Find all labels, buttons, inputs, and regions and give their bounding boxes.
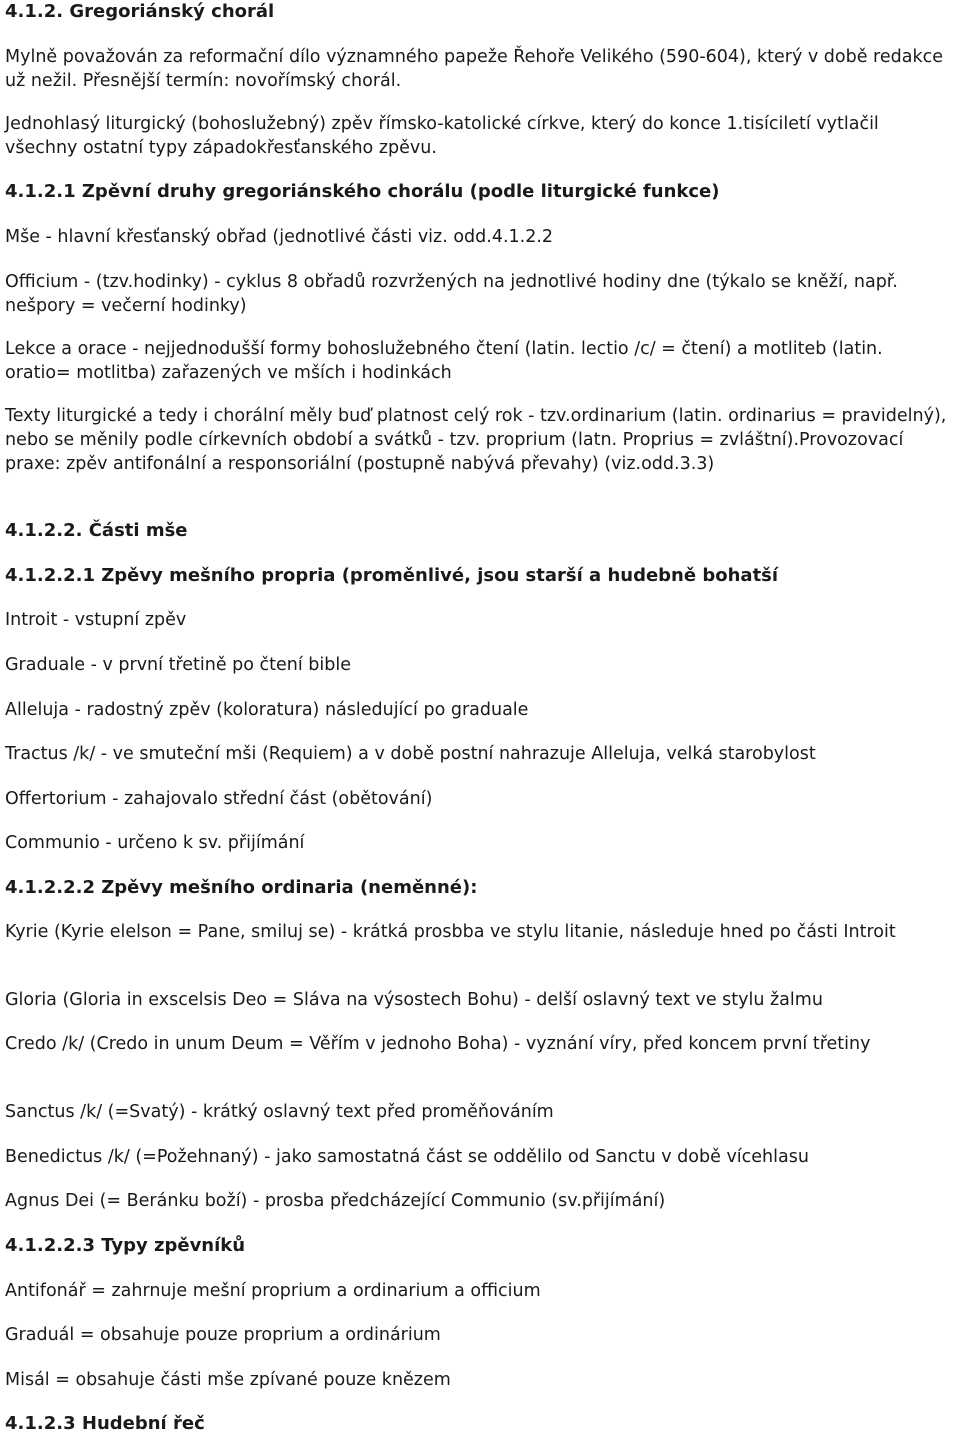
list-item-introit: Introit - vstupní zpěv	[5, 610, 187, 630]
paragraph-texty: Texty liturgické a tedy i chorální měly buď platnost celý rok - tzv.ordinarium (latin. ordinarius = pravidelný), nebo se měnily podle církevních období a svátků - tzv. proprium (latn. Proprius = zvláštní).Provozovací praxe: zpěv antifonální a responsoriální (postupně nabývá převahy) (viz.odd.3.3)	[5, 406, 947, 474]
list-item-kyrie: Kyrie (Kyrie elelson = Pane, smiluj se) - krátká prosbba ve stylu litanie, následuje hned po části Introit	[5, 922, 896, 942]
paragraph-definition: Jednohlasý liturgický (bohoslužebný) zpěv římsko-katolické církve, který do konce 1.tisíciletí vytlačil všechny ostatní typy západokřesťanského zpěvu.	[5, 114, 879, 158]
list-item-sanctus: Sanctus /k/ (=Svatý) - krátký oslavný text před proměňováním	[5, 1102, 554, 1122]
list-item-alleluja: Alleluja - radostný zpěv (koloratura) následující po graduale	[5, 700, 529, 720]
paragraph-lekce: Lekce a orace - nejjednodušší formy bohoslužebného čtení (latin. lectio /c/ = čtení) a motliteb (latin. oratio= motlitba) zařazených ve mších i hodinkách	[5, 339, 883, 383]
heading-musical-language: 4.1.2.3 Hudební řeč	[5, 1413, 205, 1434]
list-item-antifonar: Antifonář = zahrnuje mešní proprium a ordinarium a officium	[5, 1281, 541, 1301]
heading-songbook-types: 4.1.2.2.3 Typy zpěvníků	[5, 1235, 246, 1256]
list-item-graduale: Graduale - v první třetině po čtení bible	[5, 655, 352, 675]
heading-chant-types: 4.1.2.1 Zpěvní druhy gregoriánského chorálu (podle liturgické funkce)	[5, 181, 720, 202]
list-item-gradual: Graduál = obsahuje pouze proprium a ordinárium	[5, 1325, 441, 1345]
list-item-misal: Misál = obsahuje části mše zpívané pouze knězem	[5, 1370, 451, 1390]
paragraph-origin: Mylně považován za reformační dílo významného papeže Řehoře Velikého (590-604), který v době redakce už nežil. Přesnější termín: novořímský chorál.	[5, 47, 943, 91]
list-item-gloria: Gloria (Gloria in exscelsis Deo = Sláva na výsostech Bohu) - delší oslavný text ve stylu žalmu	[5, 990, 823, 1010]
list-item-credo: Credo /k/ (Credo in unum Deum = Věřím v jednoho Boha) - vyznání víry, před koncem první třetiny	[5, 1034, 871, 1054]
heading-gregorian-chant: 4.1.2. Gregoriánský chorál	[5, 1, 275, 22]
list-item-benedictus: Benedictus /k/ (=Požehnaný) - jako samostatná část se oddělilo od Sanctu v době vícehlasu	[5, 1147, 809, 1167]
list-item-communio: Communio - určeno k sv. přijímání	[5, 833, 305, 853]
list-item-offertorium: Offertorium - zahajovalo střední část (obětování)	[5, 789, 433, 809]
paragraph-officium: Officium - (tzv.hodinky) - cyklus 8 obřadů rozvržených na jednotlivé hodiny dne (týkalo se kněží, např. nešpory = večerní hodinky)	[5, 272, 898, 316]
list-item-agnus-dei: Agnus Dei (= Beránku boží) - prosba předcházející Communio (sv.přijímání)	[5, 1191, 666, 1211]
heading-proprium-chants: 4.1.2.2.1 Zpěvy mešního propria (proměnlivé, jsou starší a hudebně bohatší	[5, 565, 779, 586]
heading-ordinarium-chants: 4.1.2.2.2 Zpěvy mešního ordinaria (neměnné):	[5, 877, 478, 898]
heading-mass-parts: 4.1.2.2. Části mše	[5, 520, 188, 541]
list-item-tractus: Tractus /k/ - ve smuteční mši (Requiem) a v době postní nahrazuje Alleluja, velká starobylost	[5, 744, 816, 764]
paragraph-mse: Mše - hlavní křesťanský obřad (jednotlivé části viz. odd.4.1.2.2	[5, 227, 554, 247]
